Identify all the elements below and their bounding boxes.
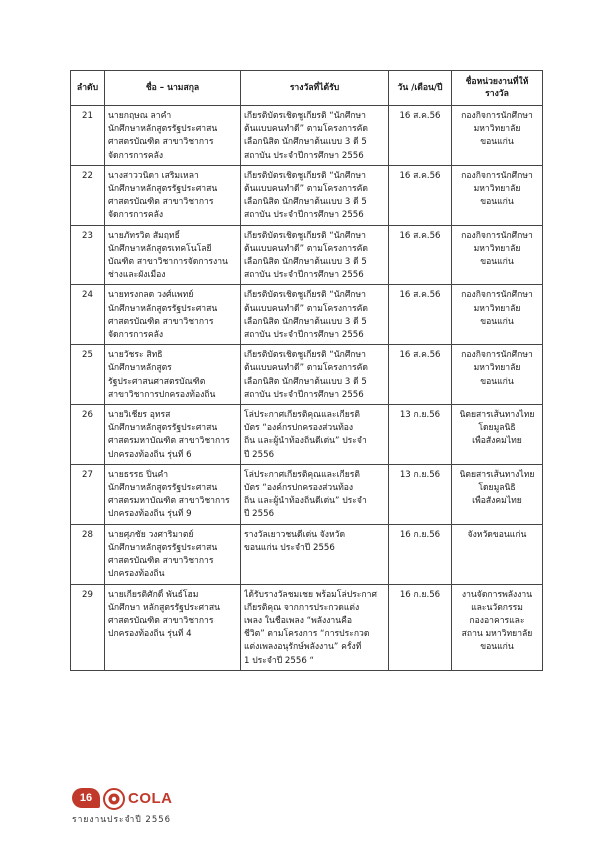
recipient-name-cell: [105, 524, 241, 584]
award-cell-line: ต้นแบบคนทำดี” ตามโครงการคัด: [244, 184, 369, 195]
recipient-name-cell-line: ศาสตรบัณฑิต สาขาวิชาการ: [108, 316, 214, 327]
award-cell-line: ต้นแบบคนทำดี” ตามโครงการคัด: [244, 303, 369, 314]
recipient-name-cell-line: จัดการการคลัง: [108, 330, 164, 341]
award-cell-line: ปี 2556: [244, 509, 275, 520]
header-org-line2: รางวัล: [485, 89, 509, 99]
awarding-org-cell-line: ขอนแก่น: [480, 257, 514, 268]
award-cell: [241, 405, 389, 465]
row-number: 26: [71, 405, 105, 465]
awarding-org-cell-line: งานจัดการพลังงาน: [461, 589, 533, 600]
recipient-name-cell: [105, 165, 241, 225]
award-cell-line: ชีวิต” ตามโครงการ “การประกวด: [244, 629, 370, 640]
recipient-name-cell-line: นักศึกษาหลักสูตร: [108, 363, 172, 374]
row-number: 24: [71, 285, 105, 345]
award-cell-line: ต้นแบบคนทำดี” ตามโครงการคัด: [244, 124, 369, 135]
recipient-name-cell-line: ศาสตรบัณฑิต สาขาวิชาการ: [108, 556, 214, 567]
awarding-org-cell: [452, 524, 543, 584]
award-cell-line: เกียรติบัตรเชิดชูเกียรติ “นักศึกษา: [244, 170, 366, 181]
table-row: [71, 285, 543, 345]
award-cell-line: เกียรติบัตรเชิดชูเกียรติ “นักศึกษา: [244, 290, 366, 301]
award-cell-line: เลือกนิสิต นักศึกษาต้นแบบ 3 ดี 5: [244, 137, 367, 148]
recipient-name-cell-line: ศาสตรบัณฑิต สาขาวิชาการ: [108, 137, 214, 148]
award-cell-line: โล่ประกาศเกียรติคุณและเกียรติ: [244, 410, 360, 421]
recipient-name-cell-line: ปกครองท้องถิ่น รุ่นที่ 4: [108, 629, 192, 640]
awarding-org-cell-line: ขอนแก่น: [480, 642, 514, 653]
recipient-name-cell-line: นายศุภชัย วงศาริมาตย์: [108, 529, 194, 540]
recipient-name-cell-line: นักศึกษาหลักสูตรรัฐประศาสน: [108, 542, 218, 553]
row-number: 21: [71, 106, 105, 166]
awarding-org-cell-line: มหาวิทยาลัย: [473, 124, 521, 135]
header-org: [452, 71, 543, 106]
award-cell-line: บัตร “องค์กรปกครองส่วนท้อง: [244, 423, 354, 434]
award-cell-line: โล่ประกาศเกียรติคุณและเกียรติ: [244, 469, 360, 480]
award-cell-line: เลือกนิสิต นักศึกษาต้นแบบ 3 ดี 5: [244, 376, 367, 387]
award-cell: [241, 524, 389, 584]
awarding-org-cell-line: เพื่อสังคมไทย: [472, 496, 522, 507]
award-cell-line: เกียรติบัตรเชิดชูเกียรติ “นักศึกษา: [244, 111, 366, 121]
award-cell-line: สถาบัน ประจำปีการศึกษา 2556: [244, 210, 364, 221]
awarding-org-cell-line: นิตยสารเส้นทางไทย: [459, 410, 535, 421]
awarding-org-cell: [452, 106, 543, 166]
award-date: 13 ก.ย.56: [389, 464, 452, 524]
awarding-org-cell: [452, 405, 543, 465]
recipient-name-cell-line: ปกครองท้องถิ่น: [108, 569, 165, 580]
award-cell-line: บัตร “องค์กรปกครองส่วนท้อง: [244, 483, 354, 494]
recipient-name-cell: [105, 285, 241, 345]
table-row: [71, 405, 543, 465]
award-cell: [241, 345, 389, 405]
award-cell-line: เกียรติบัตรเชิดชูเกียรติ “นักศึกษา: [244, 230, 366, 241]
awarding-org-cell-line: มหาวิทยาลัย: [473, 363, 521, 374]
recipient-name-cell-line: ศาสตรบัณฑิต สาขาวิชาการ: [108, 615, 214, 626]
page-number: 16: [72, 788, 100, 808]
award-cell-line: เลือกนิสิต นักศึกษาต้นแบบ 3 ดี 5: [244, 197, 367, 208]
awarding-org-cell-line: จังหวัดขอนแก่น: [467, 529, 527, 540]
awarding-org-cell: [452, 165, 543, 225]
recipient-name-cell-line: สาขาวิชาการปกครองท้องถิ่น: [108, 389, 216, 400]
award-cell: [241, 464, 389, 524]
recipient-name-cell-line: นักศึกษาหลักสูตรรัฐประศาสน: [108, 124, 218, 135]
header-award: รางวัลที่ได้รับ: [241, 71, 389, 106]
table-row: [71, 524, 543, 584]
recipient-name-cell-line: ปกครองท้องถิ่น รุ่นที่ 6: [108, 449, 192, 460]
awarding-org-cell-line: ขอนแก่น: [480, 376, 514, 387]
awarding-org-cell-line: กองกิจการนักศึกษา: [461, 350, 533, 361]
logo-text: COLA: [128, 790, 173, 807]
award-cell-line: ได้รับรางวัลชมเชย พร้อมโล่ประกาศ: [244, 589, 377, 600]
award-cell-line: เลือกนิสิต นักศึกษาต้นแบบ 3 ดี 5: [244, 316, 367, 327]
award-cell-line: เพลง ในชื่อเพลง “พลังงานคือ: [244, 615, 353, 626]
row-number: 23: [71, 225, 105, 285]
award-date: 16 ส.ค.56: [389, 285, 452, 345]
award-cell-line: ถิ่น และผู้นำท้องถิ่นดีเด่น” ประจำ: [244, 436, 367, 447]
award-cell-line: สถาบัน ประจำปีการศึกษา 2556: [244, 389, 364, 400]
header-name: ชื่อ – นามสกุล: [105, 71, 241, 106]
recipient-name-cell-line: นายวิเชียร อุทรส: [108, 410, 171, 421]
awarding-org-cell-line: กองกิจการนักศึกษา: [461, 111, 533, 121]
award-date: 16 ส.ค.56: [389, 106, 452, 166]
awards-table: [70, 70, 543, 671]
award-cell-line: ต้นแบบคนทำดี” ตามโครงการคัด: [244, 243, 369, 254]
recipient-name-cell-line: นักศึกษาหลักสูตรรัฐประศาสน: [108, 303, 218, 314]
header-date: วัน /เดือน/ปี: [389, 71, 452, 106]
table-row: [71, 584, 543, 670]
row-number: 22: [71, 165, 105, 225]
awarding-org-cell: [452, 345, 543, 405]
awarding-org-cell-line: โดยมูลนิธิ: [478, 423, 516, 434]
recipient-name-cell: [105, 106, 241, 166]
award-cell-line: ขอนแก่น ประจำปี 2556: [244, 542, 335, 553]
recipient-name-cell: [105, 225, 241, 285]
page-footer: [72, 788, 272, 828]
table-row: [71, 225, 543, 285]
awarding-org-cell-line: ขอนแก่น: [480, 316, 514, 327]
recipient-name-cell: [105, 584, 241, 670]
award-cell-line: สถาบัน ประจำปีการศึกษา 2556: [244, 150, 364, 161]
awarding-org-cell-line: กองกิจการนักศึกษา: [461, 290, 533, 301]
award-cell: [241, 285, 389, 345]
recipient-name-cell-line: นายธรรธ ปิ่นคำ: [108, 469, 169, 480]
awarding-org-cell-line: เพื่อสังคมไทย: [472, 436, 522, 447]
report-title: รายงานประจำปี 2556: [72, 815, 172, 825]
award-cell-line: สถาบัน ประจำปีการศึกษา 2556: [244, 330, 364, 341]
header-org-line1: ชื่อหน่วยงานที่ให้: [465, 77, 529, 87]
award-cell-line: ปี 2556: [244, 449, 275, 460]
awarding-org-cell-line: ขอนแก่น: [480, 137, 514, 148]
recipient-name-cell-line: นักศึกษาหลักสูตรรัฐประศาสน: [108, 423, 218, 434]
table-header: [71, 71, 543, 106]
table-row: [71, 464, 543, 524]
award-cell-line: เกียรติคุณ จากการประกวดแต่ง: [244, 602, 360, 613]
recipient-name-cell-line: จัดการการคลัง: [108, 210, 164, 221]
awarding-org-cell-line: มหาวิทยาลัย: [473, 184, 521, 195]
award-cell: [241, 165, 389, 225]
recipient-name-cell-line: จัดการการคลัง: [108, 150, 164, 161]
row-number: 28: [71, 524, 105, 584]
awarding-org-cell-line: มหาวิทยาลัย: [473, 303, 521, 314]
recipient-name-cell-line: ศาสตรมหาบัณฑิต สาขาวิชาการ: [108, 436, 230, 447]
recipient-name-cell-line: บัณฑิต สาขาวิชาการจัดการงาน: [108, 257, 228, 268]
recipient-name-cell-line: นักศึกษาหลักสูตรเทคโนโลยี: [108, 243, 212, 254]
award-cell-line: ต้นแบบคนทำดี” ตามโครงการคัด: [244, 363, 369, 374]
award-cell-line: สถาบัน ประจำปีการศึกษา 2556: [244, 270, 364, 281]
table-body: [71, 106, 543, 671]
row-number: 29: [71, 584, 105, 670]
awarding-org-cell-line: กองอาคารและ: [469, 615, 525, 626]
table-row: [71, 106, 543, 166]
recipient-name-cell: [105, 464, 241, 524]
award-cell: [241, 106, 389, 166]
award-cell-line: ถิ่น และผู้นำท้องถิ่นดีเด่น” ประจำ: [244, 496, 367, 507]
award-cell-line: แต่งเพลงอนุรักษ์พลังงาน” ครั้งที่: [244, 642, 362, 653]
award-cell: [241, 584, 389, 670]
recipient-name-cell-line: นักศึกษาหลักสูตรรัฐประศาสน: [108, 184, 218, 195]
awarding-org-cell-line: โดยมูลนิธิ: [478, 483, 516, 494]
award-date: 13 ก.ย.56: [389, 405, 452, 465]
row-number: 27: [71, 464, 105, 524]
awarding-org-cell: [452, 225, 543, 285]
award-date: 16 ส.ค.56: [389, 345, 452, 405]
header-no: ลำดับ: [71, 71, 105, 106]
recipient-name-cell-line: ปกครองท้องถิ่น รุ่นที่ 9: [108, 509, 192, 520]
award-cell-line: เกียรติบัตรเชิดชูเกียรติ “นักศึกษา: [244, 350, 366, 361]
recipient-name-cell-line: นายกฤษณ ลาคำ: [108, 111, 172, 121]
recipient-name-cell-line: รัฐประศาสนศาสตรบัณฑิต: [108, 376, 206, 387]
awarding-org-cell: [452, 464, 543, 524]
recipient-name-cell-line: นายทรงกลด วงศ์แพทย์: [108, 290, 194, 301]
row-number: 25: [71, 345, 105, 405]
recipient-name-cell-line: นายภัทรวิต สัมฤทธิ์: [108, 230, 180, 241]
recipient-name-cell: [105, 405, 241, 465]
table-row: [71, 345, 543, 405]
recipient-name-cell-line: นักศึกษา หลักสูตรรัฐประศาสน: [108, 602, 220, 613]
award-date: 16 ก.ย.56: [389, 524, 452, 584]
awarding-org-cell-line: และนวัตกรรม: [471, 602, 523, 613]
awarding-org-cell-line: มหาวิทยาลัย: [473, 243, 521, 254]
award-date: 16 ก.ย.56: [389, 584, 452, 670]
recipient-name-cell-line: ช่างและผังเมือง: [108, 270, 166, 281]
awarding-org-cell-line: นิตยสารเส้นทางไทย: [459, 469, 535, 480]
awarding-org-cell-line: ขอนแก่น: [480, 197, 514, 208]
awarding-org-cell-line: สถาน มหาวิทยาลัย: [461, 629, 533, 640]
recipient-name-cell-line: ศาสตรมหาบัณฑิต สาขาวิชาการ: [108, 496, 230, 507]
award-cell: [241, 225, 389, 285]
recipient-name-cell-line: นายเกียรติศักดิ์ พันธ์โฮม: [108, 589, 199, 600]
award-cell-line: รางวัลเยาวชนดีเด่น จังหวัด: [244, 529, 346, 540]
recipient-name-cell-line: นายวัชระ สิทธิ: [108, 350, 163, 361]
recipient-name-cell-line: ศาสตรบัณฑิต สาขาวิชาการ: [108, 197, 214, 208]
award-cell-line: 1 ประจำปี 2556 “: [244, 655, 314, 666]
award-cell-line: เลือกนิสิต นักศึกษาต้นแบบ 3 ดี 5: [244, 257, 367, 268]
awarding-org-cell: [452, 285, 543, 345]
recipient-name-cell: [105, 345, 241, 405]
awarding-org-cell: [452, 584, 543, 670]
recipient-name-cell-line: นางสาววนิดา เสริมเหลา: [108, 170, 199, 181]
awarding-org-cell-line: กองกิจการนักศึกษา: [461, 230, 533, 241]
recipient-name-cell-line: นักศึกษาหลักสูตรรัฐประศาสน: [108, 483, 218, 494]
table-row: [71, 165, 543, 225]
cola-logo-icon: [102, 788, 126, 810]
award-date: 16 ส.ค.56: [389, 225, 452, 285]
awarding-org-cell-line: กองกิจการนักศึกษา: [461, 170, 533, 181]
award-date: 16 ส.ค.56: [389, 165, 452, 225]
